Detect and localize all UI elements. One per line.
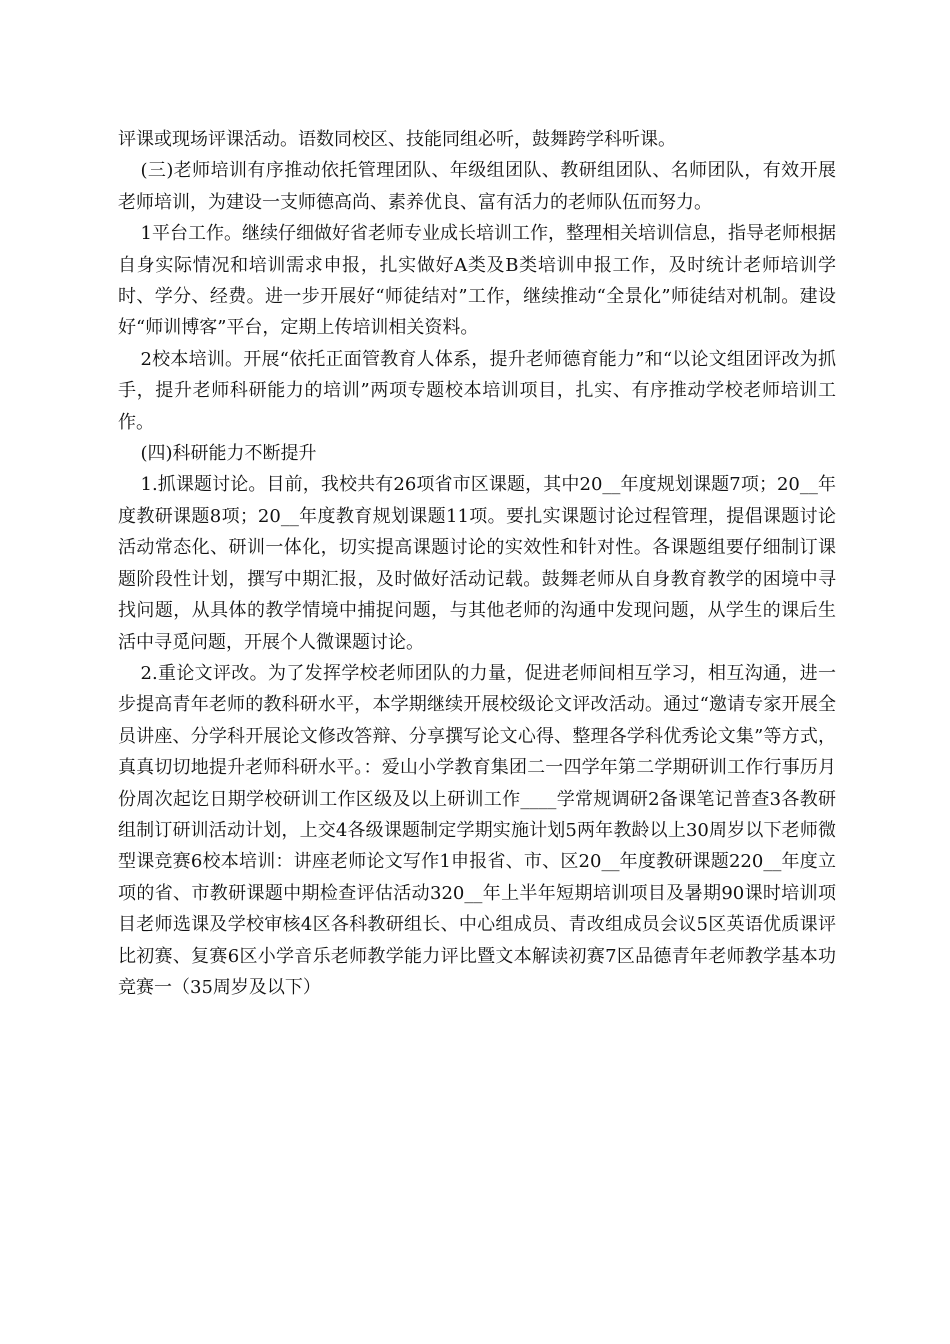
paragraph-1: 评课或现场评课活动。语数同校区、技能同组必听，鼓舞跨学科听课。 (118, 129, 676, 150)
paragraph-section-3-teacher-training: (三)老师培训有序推动依托管理团队、年级组团队、教研组团队、名师团队，有效开展老师培训，为建设一支师德高尚、素养优良、富有活力的老师队伍而努力。 (118, 160, 836, 213)
paragraph-research-topics: 1.抓课题讨论。目前，我校共有26项省市区课题，其中20__年度规划课题7项；20__年度教研课题8项；20__年度教育规划课题11项。要扎实课题讨论过程管理，提倡课题讨论活动常态化、研训一体化，切实提高课题讨论的实效性和针对性。各课题组要仔细制订课题阶段性计划，撰写中期汇报，及时做好活动记载。鼓舞老师从自身教育教学的困境中寻找问题，从具体的教学情境中捕捉问题，与其他老师的沟通中发现问题，从学生的课后生活中寻觅问题，开展个人微课题讨论。 (118, 474, 836, 653)
paragraph-school-training: 2校本培训。开展“依托正面管教育人体系，提升老师德育能力”和“以论文组团评改为抓手，提升老师科研能力的培训”两项专题校本培训项目，扎实、有序推动学校老师培训工作。 (118, 348, 836, 433)
paragraph-paper-review: 2.重论文评改。为了发挥学校老师团队的力量，促进老师间相互学习，相互沟通，进一步提高青年老师的教科研水平，本学期继续开展校级论文评改活动。通过“邀请专家开展全员讲座、分学科开展论文修改答辩、分享撰写论文心得、整理各学科优秀论文集”等方式，真真切切地提升老师科研水平。：爱山小学教育集团二一四学年第二学期研训工作行事历月份周次起讫日期学校研训工作区级及以上研训工作____学常规调研2备课笔记普查3各教研组制订研训活动计划，上交4各级课题制定学期实施计划5两年教龄以上30周岁以下老师微型课竞赛6校本培训：讲座老师论文写作1申报省、市、区20__年度教研课题220__年度立项的省、市教研课题中期检查评估活动320__年上半年短期培训项目及暑期90课时培训项目老师选课及学校审核4区各科教研组长、中心组成员、青改组成员会议5区英语优质课评比初赛、复赛6区小学音乐老师教学能力评比暨文本解读初赛7区品德青年老师教学基本功竞赛一（35周岁及以下） (118, 662, 836, 998)
paragraph-platform-work: 1平台工作。继续仔细做好省老师专业成长培训工作，整理相关培训信息，指导老师根据自身实际情况和培训需求申报，扎实做好A类及B类培训申报工作，及时统计老师培训学时、学分、经费。进一步开展好“师徒结对”工作，继续推动“全景化”师徒结对机制。建设好“师训博客”平台，定期上传培训相关资料。 (118, 223, 836, 339)
paragraph-section-4-heading: (四)科研能力不断提升 (140, 443, 317, 465)
document-page (118, 124, 836, 1003)
